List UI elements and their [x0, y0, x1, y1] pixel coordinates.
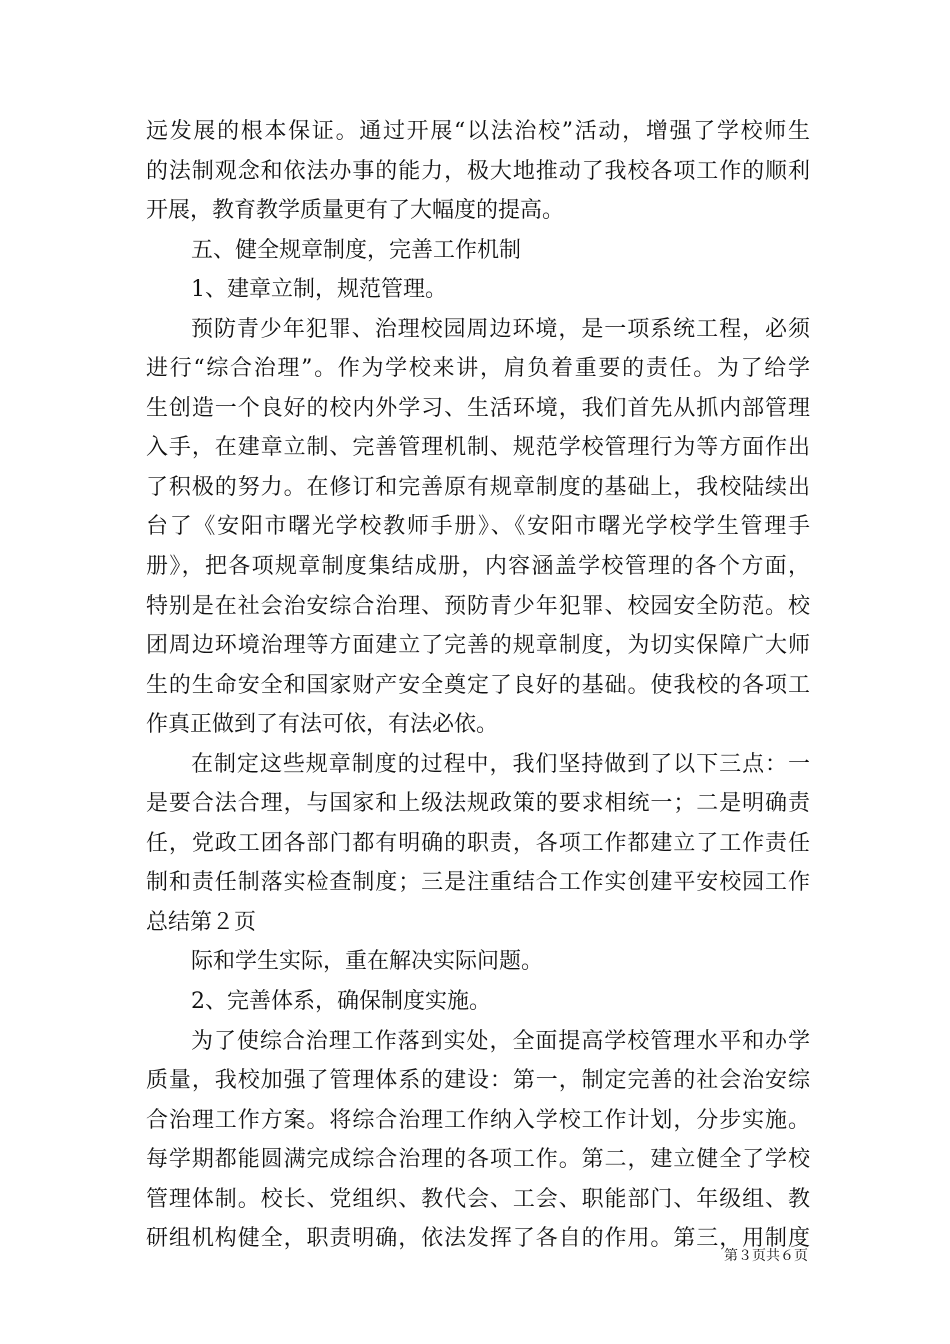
body-line: 进行“综合治理”。作为学校来讲，肩负着重要的责任。为了给学 [146, 356, 810, 382]
body-line: 研组机构健全，职责明确，依法发挥了各自的作用。第三，用制度 [146, 1226, 810, 1252]
body-line: 预防青少年犯罪、治理校园周边环境，是一项系统工程，必须 [191, 316, 810, 342]
body-line: 管理体制。校长、党组织、教代会、工会、职能部门、年级组、教 [146, 1186, 810, 1212]
subsection-heading: 2、完善体系，确保制度实施。 [191, 989, 491, 1015]
page-number: 第３页共６页 [724, 1248, 808, 1264]
body-line: 的法制观念和依法办事的能力，极大地推动了我校各项工作的顺利 [146, 158, 810, 184]
body-line: 制和责任制落实检查制度；三是注重结合工作实创建平安校园工作 [146, 870, 810, 896]
body-line: 生的生命安全和国家财产安全奠定了良好的基础。使我校的各项工 [146, 672, 810, 698]
body-line: 在制定这些规章制度的过程中，我们坚持做到了以下三点：一 [191, 751, 810, 777]
subsection-heading: 1、建章立制，规范管理。 [191, 277, 447, 303]
body-line: 特别是在社会治安综合治理、预防青少年犯罪、校园安全防范。校 [146, 593, 810, 619]
body-line: 是要合法合理，与国家和上级法规政策的要求相统一；二是明确责 [146, 791, 810, 817]
body-line: 任，党政工团各部门都有明确的职责，各项工作都建立了工作责任 [146, 830, 810, 856]
body-line: 作真正做到了有法可依，有法必依。 [146, 712, 499, 738]
body-line: 生创造一个良好的校内外学习、生活环境，我们首先从抓内部管理 [146, 395, 810, 421]
body-line: 为了使综合治理工作落到实处，全面提高学校管理水平和办学 [191, 1028, 810, 1054]
body-line: 入手，在建章立制、完善管理机制、规范学校管理行为等方面作出 [146, 435, 810, 461]
body-line: 了积极的努力。在修订和完善原有规章制度的基础上，我校陆续出 [146, 474, 810, 500]
body-line: 开展，教育教学质量更有了大幅度的提高。 [146, 198, 565, 224]
body-line: 总结第２页 [146, 909, 257, 935]
section-heading: 五、健全规章制度，完善工作机制 [191, 237, 522, 263]
body-line: 每学期都能圆满完成综合治理的各项工作。第二，建立健全了学校 [146, 1147, 810, 1173]
document-body [146, 112, 810, 1259]
body-line: 团周边环境治理等方面建立了完善的规章制度，为切实保障广大师 [146, 633, 810, 659]
body-line: 际和学生实际，重在解决实际问题。 [191, 949, 544, 975]
body-line: 合治理工作方案。将综合治理工作纳入学校工作计划，分步实施。 [146, 1107, 810, 1133]
body-line: 册》，把各项规章制度集结成册，内容涵盖学校管理的各个方面， [146, 554, 810, 580]
body-line: 质量，我校加强了管理体系的建设：第一，制定完善的社会治安综 [146, 1068, 810, 1094]
body-line: 远发展的根本保证。通过开展“以法治校”活动，增强了学校师生 [146, 119, 810, 144]
body-line: 台了《安阳市曙光学校教师手册》、《安阳市曙光学校学生管理手 [146, 514, 810, 540]
